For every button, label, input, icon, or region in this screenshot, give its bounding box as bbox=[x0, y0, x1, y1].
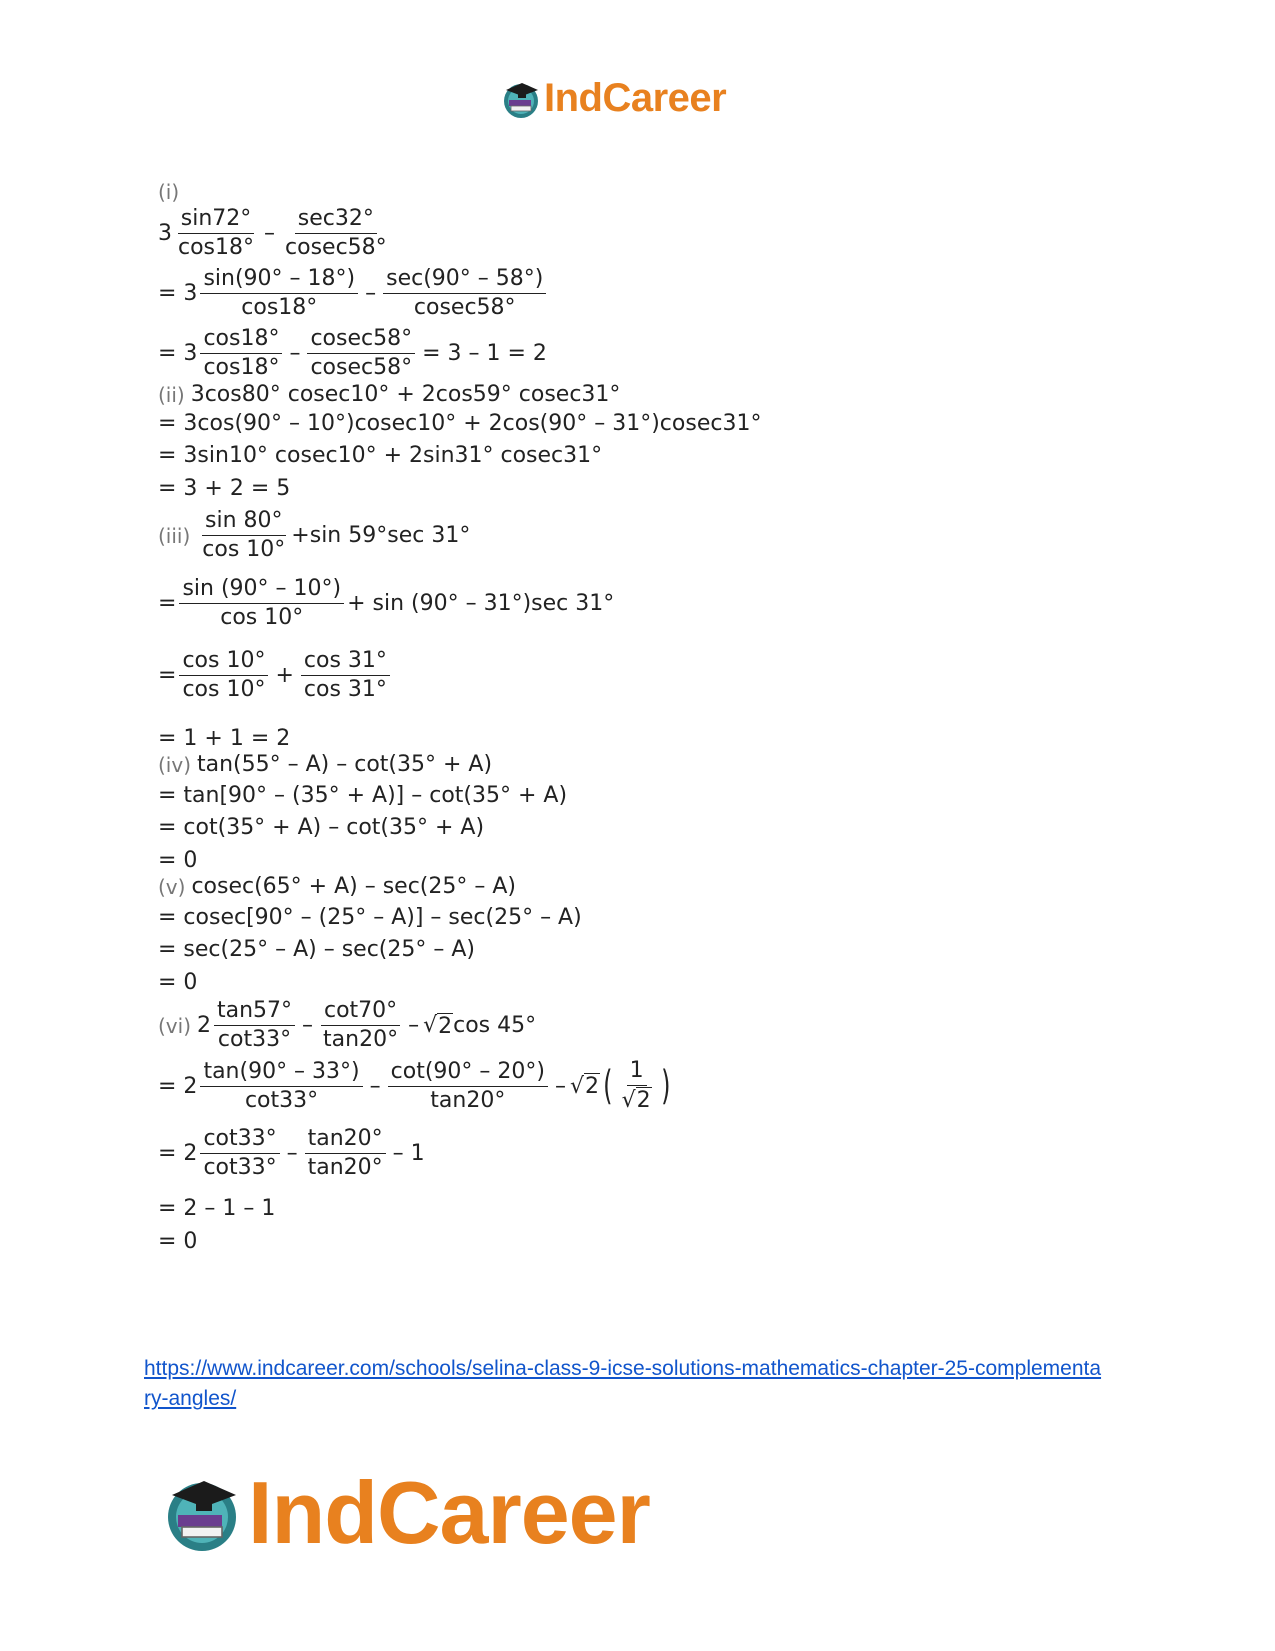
equals: = bbox=[158, 591, 177, 617]
denominator: cos 10° bbox=[220, 605, 304, 631]
numerator: sec(90° – 58°) bbox=[383, 266, 546, 294]
result: = 3 – 1 = 2 bbox=[422, 341, 547, 367]
fraction bbox=[305, 1126, 386, 1182]
square-root: √ 2 bbox=[569, 1073, 599, 1100]
denominator: cot33° bbox=[203, 1155, 277, 1181]
part-iv-step-2 bbox=[158, 783, 567, 808]
fraction bbox=[388, 1059, 548, 1115]
fraction bbox=[200, 1126, 279, 1182]
expression: = 0 bbox=[158, 848, 198, 873]
part-label: (ii) bbox=[158, 382, 185, 407]
denominator bbox=[619, 1086, 655, 1114]
expression: = 1 + 1 = 2 bbox=[158, 726, 291, 751]
fraction bbox=[214, 998, 295, 1054]
expression: cosec(65° + A) – sec(25° – A) bbox=[191, 874, 517, 899]
fraction bbox=[179, 576, 344, 632]
part-vi-step-4 bbox=[158, 1196, 275, 1221]
part-ii-step-4 bbox=[158, 476, 290, 501]
expression: = sec(25° – A) – sec(25° – A) bbox=[158, 937, 475, 962]
operator: – bbox=[369, 1073, 381, 1099]
part-iii-step-2 bbox=[158, 576, 614, 632]
brand-name: IndCareer bbox=[544, 76, 727, 120]
fraction bbox=[200, 1059, 362, 1115]
part-vi-step-5 bbox=[158, 1229, 197, 1254]
fraction bbox=[619, 1058, 655, 1115]
expression: = 0 bbox=[158, 1229, 198, 1254]
operator: – bbox=[554, 1073, 566, 1099]
denominator: cosec58° bbox=[413, 295, 516, 321]
numerator: sec32° bbox=[295, 206, 377, 234]
part-i-label-row bbox=[158, 180, 185, 204]
part-label: (i) bbox=[158, 180, 180, 204]
denominator: cot33° bbox=[217, 1027, 292, 1053]
numerator: tan57° bbox=[214, 998, 295, 1026]
part-v-step-3 bbox=[158, 937, 475, 962]
part-iii-step-3 bbox=[158, 648, 393, 704]
part-i-step-2 bbox=[158, 266, 549, 322]
equals-coefficient: = 2 bbox=[158, 1141, 198, 1167]
numerator: cos 10° bbox=[179, 648, 268, 676]
expression: – 1 bbox=[392, 1141, 425, 1167]
numerator: tan(90° – 33°) bbox=[200, 1059, 362, 1087]
part-v-step-1 bbox=[158, 874, 516, 899]
part-ii-step-3 bbox=[158, 443, 602, 468]
denominator: cosec58° bbox=[285, 235, 387, 261]
graduation-cap-globe-icon bbox=[160, 1471, 244, 1555]
denominator: cosec58° bbox=[310, 355, 413, 381]
part-label: (vi) bbox=[158, 1013, 191, 1038]
fraction bbox=[199, 508, 288, 564]
part-vi-step-1 bbox=[158, 998, 536, 1054]
operator: + bbox=[275, 663, 294, 689]
numerator: cos18° bbox=[200, 326, 282, 354]
expression: = 0 bbox=[158, 970, 198, 995]
fraction bbox=[320, 998, 401, 1054]
expression: cos 45° bbox=[453, 1013, 537, 1039]
part-ii-step-2 bbox=[158, 411, 761, 436]
part-v-step-4 bbox=[158, 970, 197, 995]
numerator: cos 31° bbox=[301, 648, 390, 676]
expression: tan(55° – A) – cot(35° + A) bbox=[197, 752, 493, 777]
footer-logo bbox=[160, 1462, 650, 1564]
expression: + sin (90° – 31°)sec 31° bbox=[347, 591, 615, 617]
header-logo bbox=[500, 76, 726, 121]
numerator: 1 bbox=[627, 1058, 647, 1086]
fraction bbox=[301, 648, 390, 704]
denominator: cos18° bbox=[241, 295, 318, 321]
expression: = 3sin10° cosec10° + 2sin31° cosec31° bbox=[158, 443, 603, 468]
denominator: tan20° bbox=[323, 1027, 399, 1053]
part-label: (iv) bbox=[158, 752, 191, 777]
denominator: cos18° bbox=[203, 355, 280, 381]
fraction bbox=[282, 206, 390, 262]
coefficient: 2 bbox=[197, 1013, 211, 1039]
fraction bbox=[200, 266, 358, 322]
expression: = tan[90° – (35° + A)] – cot(35° + A) bbox=[158, 783, 568, 808]
operator: – bbox=[264, 221, 276, 247]
denominator: tan20° bbox=[430, 1087, 506, 1113]
part-v-step-2 bbox=[158, 905, 582, 930]
fraction bbox=[200, 326, 282, 382]
expression: = cot(35° + A) – cot(35° + A) bbox=[158, 815, 485, 840]
operator: – bbox=[408, 1013, 420, 1039]
operator: – bbox=[286, 1141, 298, 1167]
equals: = bbox=[158, 663, 177, 689]
numerator: cot33° bbox=[200, 1126, 279, 1154]
part-label: (iii) bbox=[158, 523, 191, 548]
part-i-step-1 bbox=[158, 206, 393, 262]
expression: = 3cos(90° – 10°)cosec10° + 2cos(90° – 31°)cosec31° bbox=[158, 411, 762, 436]
denominator: cos 31° bbox=[303, 677, 387, 703]
denominator: cot33° bbox=[244, 1087, 319, 1113]
part-ii-step-1 bbox=[158, 382, 620, 407]
part-iv-step-4 bbox=[158, 848, 197, 873]
square-root: √ 2 bbox=[423, 1013, 453, 1039]
numerator: cot(90° – 20°) bbox=[388, 1059, 548, 1087]
part-iii-step-1 bbox=[158, 508, 470, 564]
radicand: 2 bbox=[438, 1013, 453, 1039]
source-link[interactable]: https://www.indcareer.com/schools/selina-class-9-icse-solutions-mathematics-chapter-25-complementary-angles/ bbox=[144, 1357, 1102, 1410]
denominator: cos18° bbox=[178, 235, 255, 261]
fraction bbox=[307, 326, 415, 382]
left-paren: ( bbox=[603, 1063, 613, 1110]
coefficient: 3 bbox=[158, 221, 172, 247]
part-vi-step-3 bbox=[158, 1126, 429, 1182]
radicand: 2 bbox=[636, 1088, 651, 1114]
numerator: cot70° bbox=[321, 998, 400, 1026]
numerator: cosec58° bbox=[307, 326, 415, 354]
fraction bbox=[179, 648, 268, 704]
equals-coefficient: = 3 bbox=[158, 281, 198, 307]
numerator: sin72° bbox=[178, 206, 255, 234]
numerator: sin (90° – 10°) bbox=[179, 576, 344, 604]
equals-coefficient: = 3 bbox=[158, 341, 198, 367]
denominator: cos 10° bbox=[202, 537, 286, 563]
expression: = cosec[90° – (25° – A)] – sec(25° – A) bbox=[158, 905, 582, 930]
right-paren: ) bbox=[660, 1063, 671, 1110]
expression: 3cos80° cosec10° + 2cos59° cosec31° bbox=[190, 382, 621, 407]
expression: = 2 – 1 – 1 bbox=[158, 1196, 276, 1221]
part-iv-step-3 bbox=[158, 815, 484, 840]
denominator: cos 10° bbox=[182, 677, 266, 703]
operator: – bbox=[289, 341, 301, 367]
numerator: sin 80° bbox=[202, 508, 286, 536]
numerator: sin(90° – 18°) bbox=[200, 266, 358, 294]
equals-coefficient: = 2 bbox=[158, 1073, 198, 1099]
part-label: (v) bbox=[158, 874, 186, 899]
graduation-cap-globe-icon bbox=[500, 78, 542, 120]
operator: – bbox=[302, 1013, 314, 1039]
part-iii-step-4 bbox=[158, 726, 290, 751]
square-root: √ 2 bbox=[621, 1087, 651, 1114]
radicand: 2 bbox=[585, 1074, 599, 1100]
part-i-step-3 bbox=[158, 326, 551, 382]
expression: +sin 59°sec 31° bbox=[291, 523, 471, 549]
expression: = 3 + 2 = 5 bbox=[158, 476, 291, 501]
operator: – bbox=[365, 281, 377, 307]
brand-name: IndCareer bbox=[248, 1463, 650, 1562]
fraction bbox=[383, 266, 546, 322]
denominator: tan20° bbox=[307, 1155, 383, 1181]
fraction bbox=[175, 206, 257, 262]
numerator: tan20° bbox=[305, 1126, 386, 1154]
part-vi-step-2 bbox=[158, 1058, 673, 1115]
part-iv-step-1 bbox=[158, 752, 492, 777]
